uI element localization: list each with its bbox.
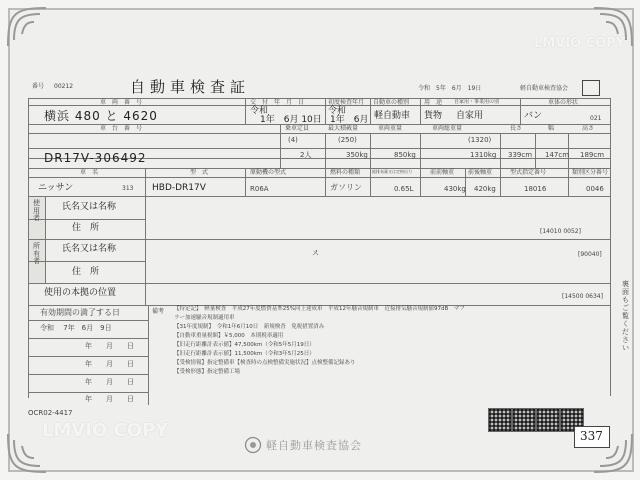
width-value: 147cm [545, 151, 570, 159]
col-private: 自家用・事業用の別 [454, 99, 500, 105]
plate-number: 横浜 480 と 4620 [44, 109, 158, 123]
user-address-label: 住 所 [72, 223, 100, 233]
capacity-top: (4) [288, 136, 298, 144]
qr-code-icon [512, 408, 536, 432]
form-code: OCR02-4417 [28, 409, 73, 417]
notes-line: 【旧走行距離計表示値】47,500km（令和5年5月19日） [174, 342, 315, 348]
first-era: 令和 [328, 106, 347, 116]
total-weight-top: (1320) [468, 136, 492, 144]
col-first-reg2: 初度検査年月 [328, 99, 365, 106]
expiry-date: 令和 7年 6月 9日 [40, 324, 112, 332]
issuer-name: 軽自動車検査協会 [266, 439, 362, 452]
stamp-box [582, 80, 600, 96]
axle-f-value: 420kg [474, 185, 496, 193]
model-no-value: 18016 [524, 185, 547, 193]
displacement-value: 0.65L [394, 185, 414, 193]
user-name-label: 氏名又は名称 [62, 202, 117, 212]
owner-address-fragment: ス [312, 249, 319, 257]
notes-label: 備考 [152, 308, 165, 315]
col-weight: 車両重量 [378, 125, 403, 132]
certificate-title: 自動車検査証 [130, 78, 251, 96]
expiry-row: 年 月 日 [85, 395, 134, 403]
issuer-kind: 軽自動車検査協会 [520, 85, 569, 92]
watermark-bottom: LMVIO COPY [42, 420, 169, 441]
col-car-kind: 自動車の種別 [373, 99, 410, 106]
notes-line: 【受検情報】指定整備車【検査時の点検整備実施状況】点検整備記録あり [174, 360, 356, 366]
side-note: 裏面もご覧ください [622, 280, 629, 353]
length-value: 339cm [508, 151, 533, 159]
chassis-number: DR17V-306492 [44, 151, 147, 165]
col-chassis: 車 台 番 号 [100, 125, 143, 132]
weight-value: 850kg [394, 151, 416, 159]
body-shape-value: バン [524, 111, 543, 121]
col-total-weight: 車両総重量 [432, 125, 463, 132]
col-max-load: 最大積載量 [328, 125, 359, 132]
expiry-row: 年 月 日 [85, 360, 134, 368]
notes-line: 【旧走行距離計表示値】11,500km（令和3年5月25日） [174, 351, 315, 357]
col-first-reg: 交 付 年 月 日 [250, 99, 305, 106]
make-code: 313 [122, 185, 134, 192]
max-load-value: 350kg [346, 151, 368, 159]
qr-code-icon [536, 408, 560, 432]
col-model: 型 式 [190, 169, 209, 176]
col-fuel: 燃料の種類 [330, 169, 361, 176]
issuer-seal-icon [244, 436, 262, 454]
body-code: 021 [590, 115, 602, 122]
col-axle-f: 前後軸重 [468, 169, 493, 176]
col-displacement: 総排気量又は定格出力 [372, 169, 412, 174]
owner-code: [90040] [578, 251, 602, 258]
col-width: 幅 [548, 125, 555, 132]
private-value: 自家用 [456, 111, 484, 121]
expiry-row: 年 月 日 [85, 342, 134, 350]
col-body-shape: 車体の形状 [548, 99, 579, 106]
fuel-value: ガソリン [330, 183, 362, 192]
engine-value: R06A [250, 185, 269, 193]
handwritten-number: 337 [580, 429, 603, 443]
certificate-number: 00212 [54, 83, 74, 90]
col-capacity: 乗車定員 [285, 125, 310, 132]
watermark-top: LMVIO COPY [534, 36, 626, 51]
col-make: 車 名 [80, 169, 99, 176]
col-engine: 原動機の型式 [250, 169, 287, 176]
use-value: 貨物 [424, 111, 443, 121]
issue-era: 令和 [250, 106, 269, 116]
expiry-label: 有効期間の満了する日 [40, 308, 120, 317]
notes-line: 【特定記】 軽量検査 平成27年度燃費基準25%向上達成車 平成12年騒音規制車 近接排気騒音規制値97dB マフ [174, 306, 465, 312]
capacity-value: 2人 [300, 151, 312, 159]
col-model-no: 型式指定番号 [510, 169, 547, 176]
number-label: 番号 [32, 83, 45, 90]
height-value: 189cm [580, 151, 605, 159]
corner-ornament-icon [4, 4, 50, 50]
qr-code-icon [488, 408, 512, 432]
col-class-no: 類別区分番号 [572, 169, 609, 176]
owner-address-label: 住 所 [72, 267, 100, 277]
max-load-top: (250) [338, 136, 357, 144]
col-axle-ff: 前前軸重 [430, 169, 455, 176]
expiry-row: 年 月 日 [85, 378, 134, 386]
notes-line: 【受検形態】指定整備工場 [174, 369, 241, 375]
class-no-value: 0046 [586, 185, 604, 193]
first-date-value: 1年 6月 [330, 115, 369, 125]
col-plate: 車 両 番 号 [100, 99, 143, 106]
make-value: ニッサン [38, 183, 74, 193]
user-code: [14010 0052] [540, 228, 581, 235]
owner-name-label: 氏名又は名称 [62, 244, 117, 254]
base-label: 使用の本拠の位置 [44, 288, 117, 298]
col-length: 長さ [510, 125, 523, 132]
car-kind-value: 軽自動車 [374, 111, 411, 121]
col-height: 高さ [582, 125, 595, 132]
base-code: [14500 0634] [562, 293, 603, 300]
total-weight-value: 1310kg [470, 151, 497, 159]
issue-date: 令和 5年 6月 19日 [418, 85, 482, 92]
notes-line: 【31年度規制】 令和1年6月10日 新規検査 免税措置済み [174, 324, 325, 330]
axle-ff-value: 430kg [444, 185, 466, 193]
model-value: HBD-DR17V [152, 183, 206, 193]
notes-line: 【自動車重量税額】￥5,000 本則税率適用 [174, 333, 284, 339]
notes-line: ラー加速騒音規制適用車 [174, 315, 235, 321]
user-label: 使用者 [33, 199, 40, 223]
owner-label: 所有者 [33, 242, 40, 266]
col-use: 用 途 [424, 99, 443, 106]
issue-date-value: 1年 6月 10日 [260, 115, 322, 125]
